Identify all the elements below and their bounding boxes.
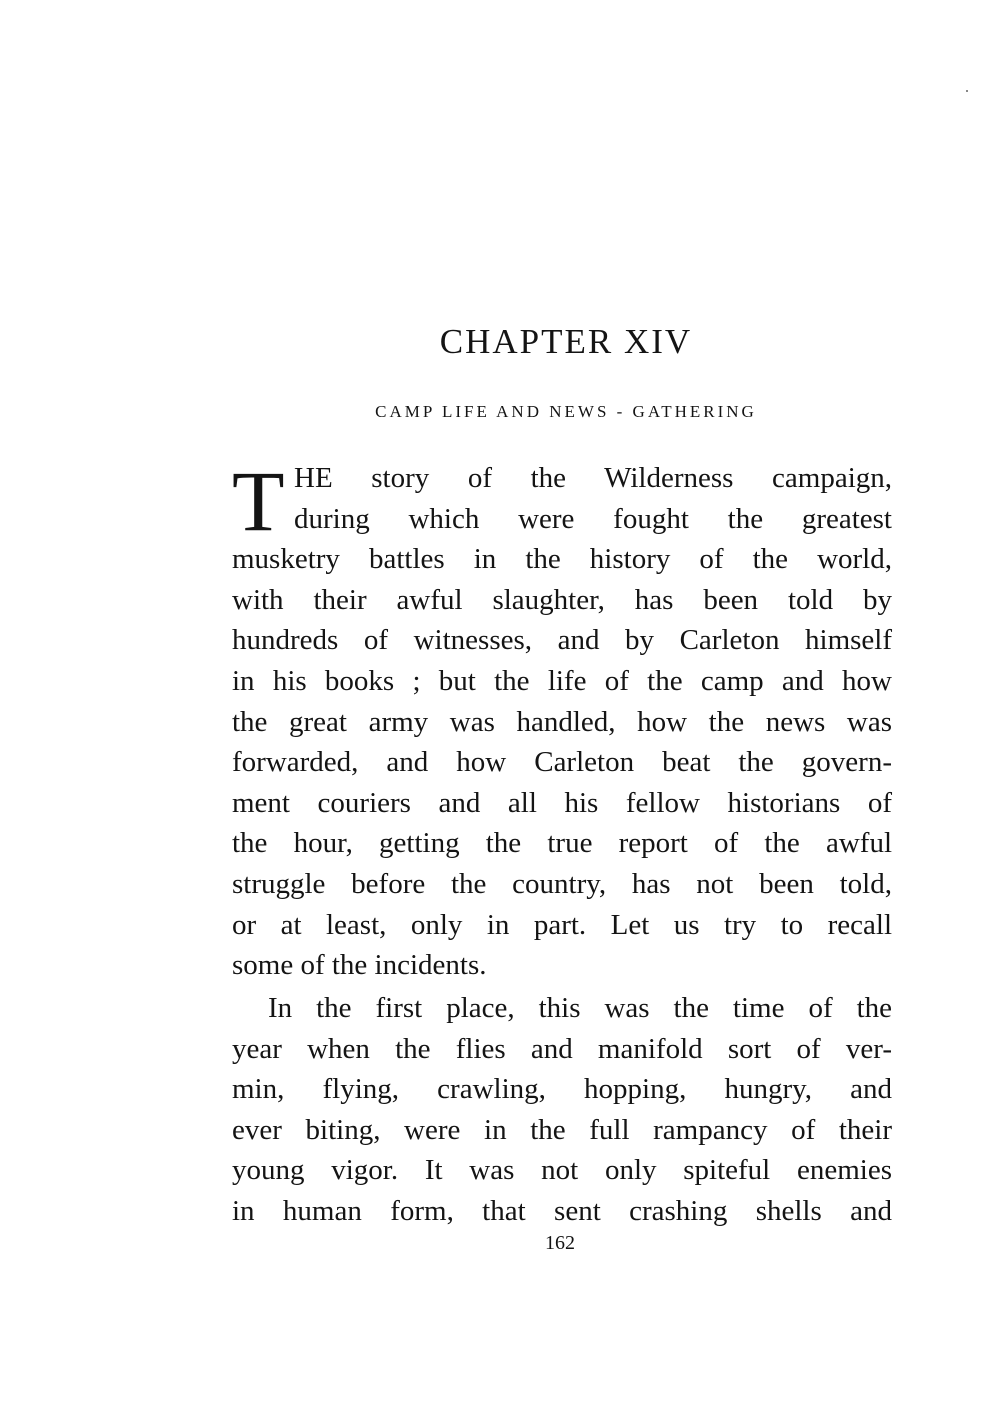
text-line: some of the incidents.	[232, 949, 487, 982]
text-line: in human form, that sent crashing shells and	[232, 1194, 892, 1227]
drop-cap: T	[232, 453, 285, 549]
text-line: forwarded, and how Carleton beat the govern-	[232, 746, 892, 779]
paragraph-1	[232, 453, 892, 986]
paragraph-2	[232, 988, 892, 1232]
text-line: hundreds of witnesses, and by Carleton himself	[232, 624, 892, 657]
chapter-title: CHAPTER XIV	[439, 322, 693, 361]
text-line: young vigor. It was not only spiteful enemies	[232, 1154, 892, 1187]
text-line: in his books ; but the life of the camp and how	[232, 664, 892, 697]
text-line: ment couriers and all his fellow historians of	[232, 786, 892, 819]
text-line: or at least, only in part. Let us try to recall	[232, 908, 892, 941]
text-line: HE story of the Wilderness campaign,	[294, 462, 892, 494]
text-line: musketry battles in the history of the world,	[232, 543, 892, 576]
text-line: year when the flies and manifold sort of ver-	[232, 1032, 892, 1065]
text-line: In the first place, this was the time of the	[268, 992, 892, 1024]
text-line: the hour, getting the true report of the awful	[232, 827, 892, 860]
text-line: ever biting, were in the full rampancy of their	[232, 1113, 892, 1146]
text-line: during which were fought the greatest	[294, 502, 892, 535]
text-line: with their awful slaughter, has been told by	[232, 583, 892, 616]
page-number: 162	[545, 1232, 575, 1254]
text-line: min, flying, crawling, hopping, hungry, and	[232, 1073, 892, 1106]
scan-speck	[966, 90, 968, 92]
chapter-subtitle: CAMP LIFE AND NEWS - GATHERING	[375, 402, 757, 421]
text-line: struggle before the country, has not been told,	[232, 867, 892, 900]
text-line: the great army was handled, how the news was	[232, 705, 892, 738]
